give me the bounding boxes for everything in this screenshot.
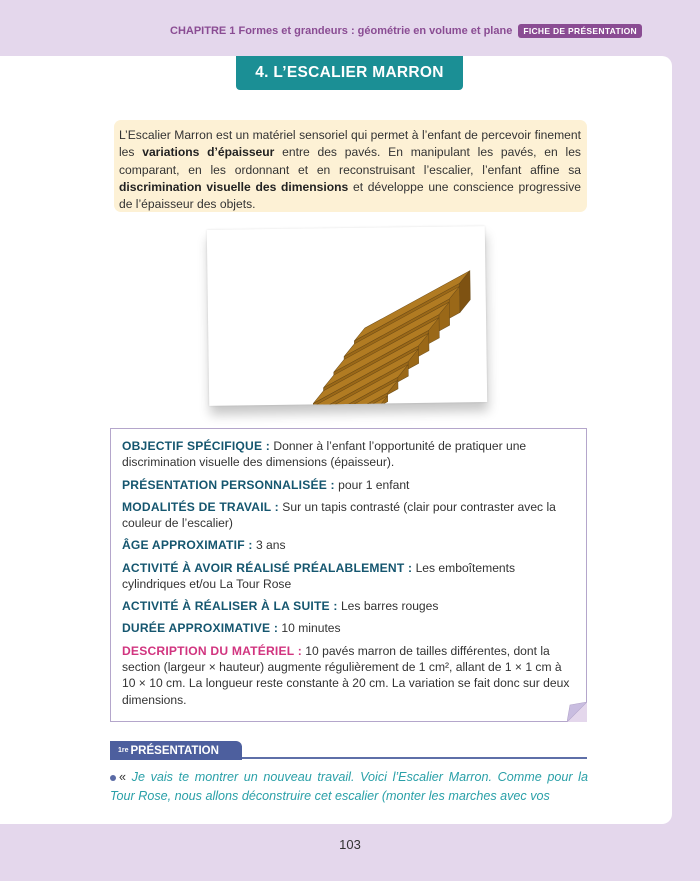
page-number: 103 bbox=[339, 837, 361, 852]
info-value: pour 1 enfant bbox=[334, 477, 410, 492]
intro-box bbox=[114, 120, 587, 212]
quote-mark: « bbox=[119, 770, 132, 784]
info-label: ACTIVITÉ À RÉALISER À LA SUITE : bbox=[122, 599, 338, 614]
info-value: Donner à l’enfant l’opportunité de pratiquer une discrimination visuelle des dimensions (épaisseur). bbox=[122, 439, 527, 470]
brown-stair-illustration bbox=[207, 226, 487, 406]
info-item bbox=[122, 620, 576, 636]
presentation-paragraph bbox=[110, 768, 588, 806]
info-item bbox=[122, 477, 576, 493]
info-value: 10 minutes bbox=[278, 621, 341, 636]
bullet-icon bbox=[110, 775, 116, 781]
page-title: 4. L’ESCALIER MARRON bbox=[236, 56, 463, 90]
info-label: OBJECTIF SPÉCIFIQUE : bbox=[122, 439, 270, 453]
intro-bold-2: discrimination visuelle des dimensions bbox=[119, 179, 349, 194]
info-label: ACTIVITÉ À AVOIR RÉALISÉ PRÉALABLEMENT : bbox=[122, 560, 413, 575]
info-item bbox=[122, 560, 576, 593]
chapter-header bbox=[170, 24, 642, 38]
info-list bbox=[122, 438, 576, 708]
page-sheet bbox=[0, 56, 672, 824]
info-value: 3 ans bbox=[252, 538, 286, 553]
info-value: Les barres rouges bbox=[337, 599, 439, 614]
info-box bbox=[110, 428, 587, 722]
info-item bbox=[122, 537, 576, 553]
section-header bbox=[110, 741, 587, 759]
section-tab bbox=[110, 741, 242, 760]
info-value: 10 pavés marron de tailles différentes, dont la section (largeur × hauteur) augmente régulièrement de 1 cm², allant de 1 × 1 cm à 10 × 10 cm. La longueur reste constante à 20 cm. La variation se fait donc sur deux dimensions. bbox=[122, 643, 570, 707]
info-label: DURÉE APPROXIMATIVE : bbox=[122, 621, 279, 636]
info-label: PRÉSENTATION PERSONNALISÉE : bbox=[122, 477, 335, 492]
intro-bold-1: variations d’épaisseur bbox=[142, 145, 275, 160]
info-label: ÂGE APPROXIMATIF : bbox=[122, 538, 253, 553]
info-item bbox=[122, 643, 576, 709]
section-ordinal: 1re bbox=[118, 747, 129, 754]
info-value: Les emboîtements cylindriques et/ou La Tour Rose bbox=[122, 560, 516, 592]
info-label: DESCRIPTION DU MATÉRIEL : bbox=[122, 643, 302, 658]
intro-text-3: et développe une conscience progressive de l’épaisseur des objets. bbox=[119, 179, 581, 212]
info-label: MODALITÉS DE TRAVAIL : bbox=[122, 499, 279, 514]
info-item bbox=[122, 438, 576, 471]
sheet-type-badge: FICHE DE PRÉSENTATION bbox=[518, 24, 642, 38]
brown-stair-photo bbox=[207, 226, 487, 406]
info-item bbox=[122, 598, 576, 614]
info-value: Sur un tapis contrasté (clair pour contraster avec la couleur de l’escalier) bbox=[122, 499, 556, 531]
presentation-quote: Je vais te montrer un nouveau travail. Voici l’Escalier Marron. Comme pour la Tour Rose, nous allons déconstruire cet escalier (monter les marches avec vos bbox=[110, 770, 588, 803]
intro-text-1: L’Escalier Marron est un matériel sensoriel qui permet à l’enfant de percevoir finement les bbox=[119, 128, 581, 160]
folded-corner-icon bbox=[567, 702, 587, 722]
section-title: PRÉSENTATION bbox=[130, 744, 219, 757]
intro-text-2: entre des pavés. En manipulant les pavés, en les comparant, en les ordonnant et en reconstruisant l’escalier, l’enfant affine sa bbox=[119, 145, 581, 177]
chapter-title: CHAPITRE 1 Formes et grandeurs : géométrie en volume et plane bbox=[170, 25, 513, 37]
info-item bbox=[122, 499, 576, 532]
